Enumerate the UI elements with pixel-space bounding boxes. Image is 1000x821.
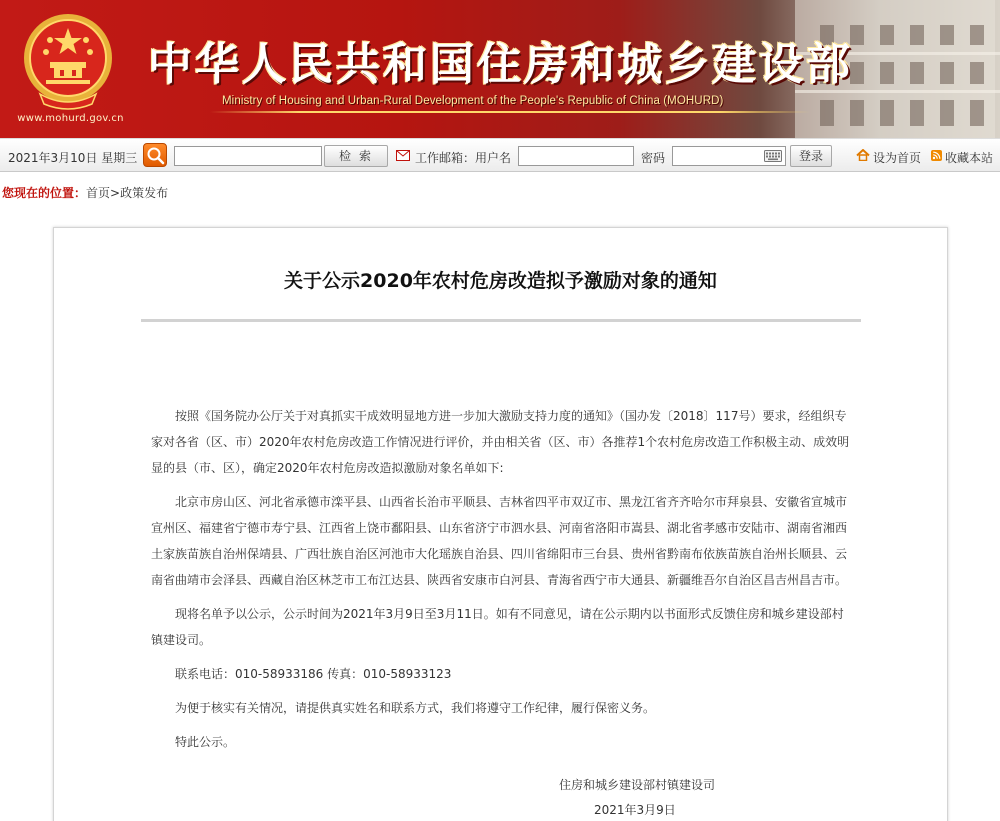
article-panel bbox=[53, 227, 948, 821]
search-button[interactable]: 检索 bbox=[324, 145, 388, 167]
article-paragraph-closing: 特此公示。 bbox=[175, 735, 236, 749]
work-mail-label: 工作邮箱：用户名 bbox=[415, 151, 512, 165]
keyboard-icon[interactable] bbox=[764, 150, 782, 162]
home-icon bbox=[856, 149, 870, 161]
signature-organization: 住房和城乡建设部村镇建设司 bbox=[559, 778, 716, 792]
banner-divider bbox=[210, 111, 810, 113]
breadcrumb-location-label: 您现在的位置： bbox=[2, 186, 87, 200]
mail-icon bbox=[396, 150, 410, 161]
title-divider bbox=[141, 319, 861, 322]
breadcrumb-home-link[interactable]: 首页 bbox=[86, 186, 111, 200]
article-paragraph-privacy: 为便于核实有关情况，请提供真实姓名和联系方式，我们将遵守工作纪律，履行保密义务。 bbox=[175, 701, 656, 715]
rss-icon bbox=[931, 150, 942, 161]
current-date: 2021年3月10日 星期三 bbox=[8, 151, 138, 165]
username-input[interactable] bbox=[518, 146, 634, 166]
breadcrumb-section-link[interactable]: 政策发布 bbox=[120, 186, 169, 200]
search-icon[interactable] bbox=[143, 143, 167, 167]
set-homepage-link[interactable]: 设为首页 bbox=[873, 151, 922, 165]
article-paragraph-notice: 现将名单予以公示，公示时间为2021年3月9日至3月11日。如有不同意见，请在公示期内以书面形式反馈住房和城乡建设部村镇建设司。 bbox=[151, 607, 844, 647]
ministry-chinese-title[interactable]: 中华人民共和国住房和城乡建设部 bbox=[148, 39, 853, 90]
article-paragraph-intro: 按照《国务院办公厅关于对真抓实干成效明显地方进一步加大激励支持力度的通知》（国办发〔2018〕117号）要求，经组织专家对各省（区、市）2020年农村危房改造工作情况进行评价，并由相关省（区、市）各推荐1个农村危房改造工作积极主动、成效明显的县（市、区），确定2020年农村危房改造拟激励对象名单如下: bbox=[151, 409, 850, 475]
top-toolbar bbox=[0, 138, 1000, 172]
password-label: 密码 bbox=[641, 151, 666, 165]
login-button[interactable]: 登录 bbox=[790, 145, 832, 167]
article-paragraph-contact: 联系电话：010-58933186 传真：010-58933123 bbox=[175, 667, 452, 681]
add-favorite-link[interactable]: 收藏本站 bbox=[945, 151, 994, 165]
signature-date: 2021年3月9日 bbox=[594, 803, 676, 817]
breadcrumb-separator: > bbox=[110, 186, 121, 200]
article-paragraph-list: 北京市房山区、河北省承德市滦平县、山西省长治市平顺县、吉林省四平市双辽市、黑龙江省齐齐哈尔市拜泉县、安徽省宣城市宣州区、福建省宁德市寿宁县、江西省上饶市鄱阳县、山东省济宁市泗水县、河南省洛阳市嵩县、湖北省孝感市安陆市、湖南省湘西土家族苗族自治州保靖县、广西壮族自治区河池市大化瑶族自治县、四川省绵阳市三台县、贵州省黔南布依族苗族自治州长顺县、云南省曲靖市会泽县、西藏自治区林芝市工布江达县、陕西省安康市白河县、青海省西宁市大通县、新疆维吾尔自治区昌吉州昌吉市。 bbox=[151, 495, 848, 587]
search-input[interactable] bbox=[174, 146, 322, 166]
ministry-english-title: Ministry of Housing and Urban-Rural Development of the People's Republic of China (MOHURD) bbox=[222, 95, 724, 107]
site-url: www.mohurd.gov.cn bbox=[17, 113, 124, 124]
breadcrumb bbox=[2, 184, 168, 201]
article-title: 关于公示2020年农村危房改造拟予激励对象的通知 bbox=[284, 270, 717, 292]
article-body bbox=[151, 403, 853, 763]
site-banner bbox=[0, 0, 1000, 138]
national-emblem-icon bbox=[20, 8, 116, 112]
